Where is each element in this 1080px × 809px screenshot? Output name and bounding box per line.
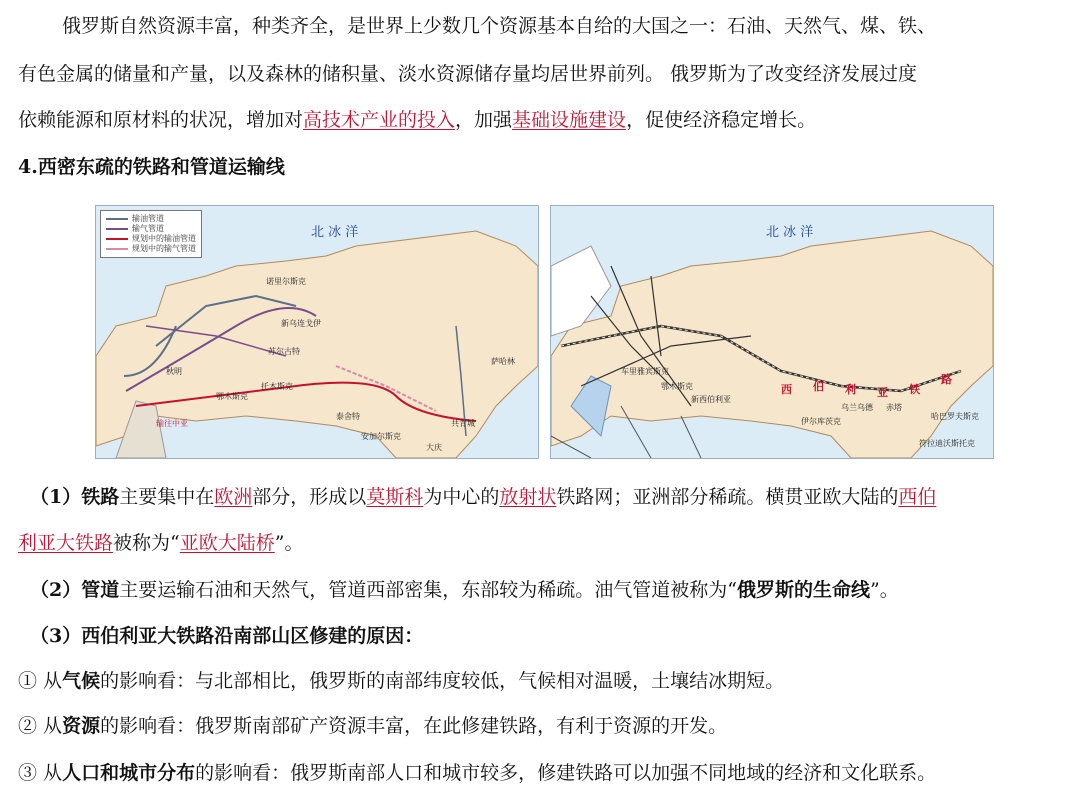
text-span: 为中心的 [423, 486, 500, 508]
section-heading: 4.西密东疏的铁路和管道运输线 [18, 156, 285, 178]
text-span: ”。 [869, 579, 899, 601]
pipeline-paragraph [30, 577, 899, 603]
legend-label: 规划中的输气管道 [132, 244, 196, 253]
text-span: 部分，形成以 [252, 486, 367, 508]
railway-map [550, 205, 994, 459]
highlight-siberian-part1: 西伯 [898, 486, 937, 508]
text-span: 的影响看：俄罗斯南部矿产资源丰富，在此修建铁路，有利于资源的开发。 [100, 715, 728, 737]
legend-swatch [106, 228, 128, 230]
intro-line-3 [18, 107, 816, 133]
city-label: 安加尔斯克 [361, 432, 401, 441]
city-label: 大庆 [426, 443, 442, 452]
keyword-pipeline: 管道 [81, 579, 120, 601]
trans-siberian-label-char: 亚 [877, 386, 888, 399]
text-span: 被称为“ [113, 532, 180, 554]
railway-paragraph-line-1 [30, 484, 936, 510]
text-span: （1） [30, 486, 82, 508]
trans-siberian-label-char: 利 [845, 383, 856, 396]
trans-siberian-label-char: 西 [781, 383, 792, 396]
legend-item [106, 214, 196, 224]
legend-label: 输气管道 [132, 224, 164, 233]
city-label: 托木斯克 [261, 382, 293, 391]
city-label: 秋明 [166, 367, 182, 376]
highlight-eurasian-bridge: 亚欧大陆桥 [179, 532, 275, 554]
legend-label: 规划中的输油管道 [132, 234, 196, 243]
legend-swatch [106, 238, 128, 240]
legend-label: 输油管道 [132, 214, 164, 223]
reason-keyword: 资源 [62, 715, 101, 737]
city-label: 新乌连戈伊 [281, 319, 321, 328]
text-span: 主要运输石油和天然气，管道西部密集，东部较为稀疏。油气管道被称为“ [119, 579, 737, 601]
trans-siberian-label-char: 伯 [813, 380, 824, 393]
city-label: 伊尔库茨克 [801, 417, 841, 426]
reason-keyword: 气候 [62, 670, 101, 692]
city-label: 车里雅宾斯克 [621, 367, 669, 376]
city-label: 鄂木斯克 [661, 382, 693, 391]
keyword-railway: 铁路 [81, 486, 120, 508]
city-label: 鄂木斯克 [216, 392, 248, 401]
text-span: 从 [37, 762, 63, 784]
reason-number: ① [18, 670, 38, 692]
legend-item [106, 234, 196, 244]
city-label: 新西伯利亚 [691, 395, 731, 404]
city-label: 输往中亚 [156, 419, 188, 428]
highlight-moscow: 莫斯科 [366, 486, 424, 508]
text-span: 依赖能源和原材料的状况，增加对 [18, 109, 304, 131]
text-span: 的影响看：与北部相比，俄罗斯的南部纬度较低，气候相对温暖，土壤结冰期短。 [100, 670, 785, 692]
text-span: ，促使经济稳定增长。 [626, 109, 817, 131]
text-span: 主要集中在 [119, 486, 215, 508]
text-span: 从 [37, 670, 63, 692]
reasons-heading: （3）西伯利亚大铁路沿南部山区修建的原因： [30, 625, 424, 647]
highlight-siberian-part2: 利亚大铁路 [18, 532, 114, 554]
intro-line-1: 俄罗斯自然资源丰富，种类齐全，是世界上少数几个资源基本自给的大国之一：石油、天然气、煤、铁、 [62, 15, 937, 37]
text-span: ”。 [274, 532, 304, 554]
reason-item [18, 713, 727, 739]
highlight-infrastructure: 基础设施建设 [512, 109, 627, 131]
reason-item [18, 668, 784, 694]
city-label: 萨哈林 [491, 357, 515, 366]
railway-map-graphic [551, 206, 993, 458]
reason-number: ③ [18, 762, 38, 784]
trans-siberian-label-char: 铁 [909, 383, 920, 396]
highlight-radial: 放射状 [499, 486, 557, 508]
text-span: 的影响看：俄罗斯南部人口和城市较多，修建铁路可以加强不同地域的经济和文化联系。 [195, 762, 937, 784]
city-label: 诺里尔斯克 [266, 277, 306, 286]
text-span: 铁路网；亚洲部分稀疏。横贯亚欧大陆的 [556, 486, 899, 508]
city-label: 苏尔古特 [268, 347, 300, 356]
reason-keyword: 人口和城市分布 [62, 762, 196, 784]
keyword-lifeline: 俄罗斯的生命线 [736, 579, 870, 601]
city-label: 共青城 [451, 419, 475, 428]
trans-siberian-label-char: 路 [941, 373, 952, 386]
legend-item [106, 224, 196, 234]
arctic-ocean-label: 北 冰 洋 [311, 225, 359, 240]
text-span: （2） [30, 579, 82, 601]
legend-swatch [106, 248, 128, 250]
city-label: 泰舍特 [336, 412, 360, 421]
text-span: 从 [37, 715, 63, 737]
highlight-high-tech: 高技术产业的投入 [303, 109, 456, 131]
city-label: 乌兰乌德 [841, 403, 873, 412]
railway-paragraph-line-2 [18, 530, 303, 556]
intro-line-2: 有色金属的储量和产量，以及森林的储积量、淡水资源储存量均居世界前列。 俄罗斯为了改变经济发展过度 [18, 63, 918, 85]
legend-swatch [106, 218, 128, 220]
reason-item [18, 760, 936, 786]
highlight-europe: 欧洲 [214, 486, 253, 508]
legend-item [106, 244, 196, 254]
city-label: 赤塔 [886, 403, 902, 412]
city-label: 哈巴罗夫斯克 [931, 412, 979, 421]
pipeline-map [95, 205, 539, 459]
arctic-ocean-label: 北 冰 洋 [766, 225, 814, 240]
pipeline-legend [100, 210, 202, 258]
reason-number: ② [18, 715, 38, 737]
text-span: ，加强 [455, 109, 513, 131]
city-label: 符拉迪沃斯托克 [919, 439, 975, 448]
